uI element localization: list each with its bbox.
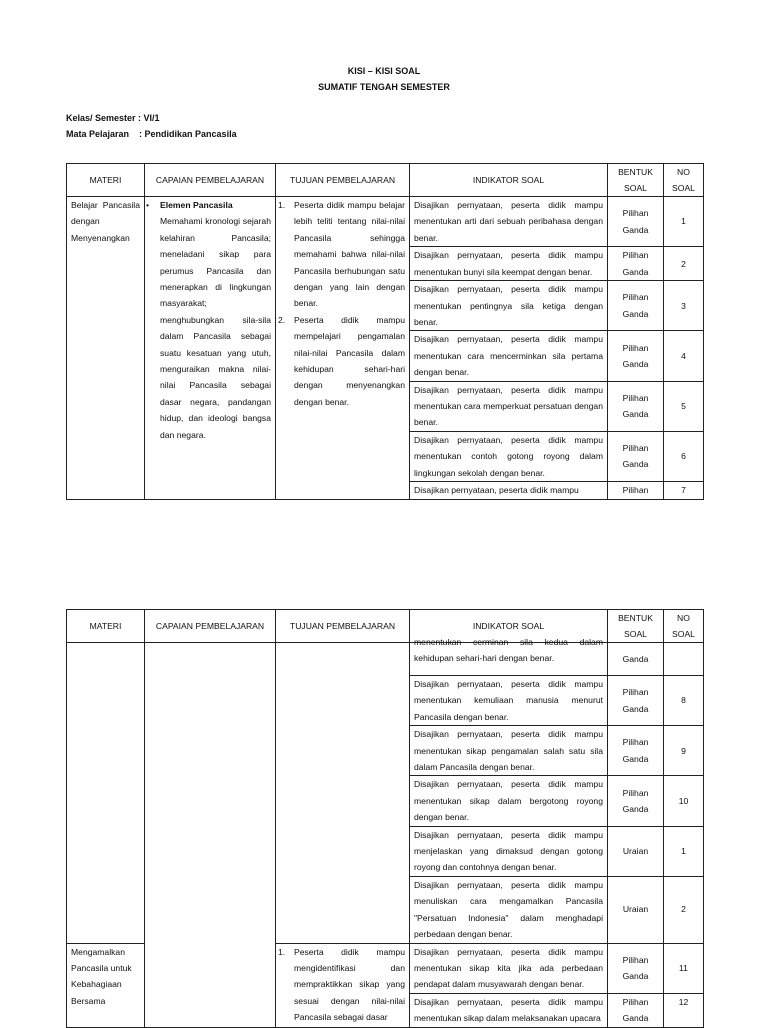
col-capaian: CAPAIAN PEMBELAJARAN xyxy=(145,610,276,643)
no-cell: 2 xyxy=(664,247,704,281)
tujuan-cell-empty xyxy=(276,643,410,944)
bentuk-cell: Pilihan Ganda xyxy=(608,993,664,1027)
no-cell: 1 xyxy=(664,197,704,247)
col-indikator: INDIKATOR SOAL xyxy=(410,610,608,643)
bentuk-cell: Pilihan Ganda xyxy=(608,381,664,431)
bentuk-cell: Pilihan Ganda xyxy=(608,776,664,826)
tujuan-item xyxy=(278,944,405,1026)
bentuk-cell: Pilihan Ganda xyxy=(608,726,664,776)
col-no: NO SOAL xyxy=(664,610,704,643)
kelas-semester: Kelas/ Semester : VI/1 xyxy=(66,113,160,123)
materi-cell: Mengamalkan Pancasila untuk Kebahagiaan Bersama xyxy=(67,943,145,1027)
capaian-cell xyxy=(145,197,276,500)
tujuan-item xyxy=(278,312,405,410)
col-tujuan: TUJUAN PEMBELAJARAN xyxy=(276,610,410,643)
col-capaian: CAPAIAN PEMBELAJARAN xyxy=(145,164,276,197)
tujuan-text: Peserta didik mampu belajar lebih teliti tentang nilai-nilai Pancasila sehingga memahami bahwa nilai-nilai Pancasila berhubungan satu dengan yang lain dengan benar. xyxy=(294,200,405,309)
indikator-cell: Disajikan pernyataan, peserta didik mampu menentukan cara memperkuat persatuan dengan benar. xyxy=(410,381,608,431)
indikator-cell: Disajikan pernyataan, peserta didik mampu menentukan sikap kita jika ada perbedaan pendapat dalam musyawarah dengan benar. xyxy=(410,943,608,993)
document-subtitle: SUMATIF TENGAH SEMESTER xyxy=(318,82,450,92)
tujuan-text: Peserta didik mampu mempelajari pengamalan nilai-nilai Pancasila dalam kehidupan sehari-hari dengan menyenangkan dengan benar. xyxy=(294,314,405,407)
tujuan-number: 2. xyxy=(278,314,286,325)
document-title: KISI – KISI SOAL xyxy=(347,66,421,76)
indikator-cell: Disajikan pernyataan, peserta didik mampu menentukan bunyi sila keempat dengan benar. xyxy=(410,247,608,281)
table-row xyxy=(67,643,704,676)
capaian-cell-empty xyxy=(145,643,276,1028)
table-row xyxy=(67,197,704,247)
tujuan-text: Peserta didik mampu mengidentifikasi dan mempraktikkan sikap yang sesuai dengan nilai-nilai Pancasila sebagai dasar xyxy=(294,946,405,1023)
no-cell: 5 xyxy=(664,381,704,431)
col-bentuk: BENTUK SOAL xyxy=(608,164,664,197)
no-cell: 7 xyxy=(664,482,704,499)
bullet-marker: • xyxy=(146,200,150,210)
tujuan-cell xyxy=(276,943,410,1027)
indikator-cell: Disajikan pernyataan, peserta didik mampu menentukan contoh gotong royong dalam lingkungan sekolah dengan benar. xyxy=(410,431,608,481)
no-cell: 10 xyxy=(664,776,704,826)
bentuk-cell: Ganda xyxy=(608,643,664,676)
col-no: NO SOAL xyxy=(664,164,704,197)
no-cell: 9 xyxy=(664,726,704,776)
col-materi: MATERI xyxy=(67,610,145,643)
col-bentuk: BENTUK SOAL xyxy=(608,610,664,643)
no-cell: 12 xyxy=(664,993,704,1027)
bentuk-cell: Pilihan Ganda xyxy=(608,943,664,993)
no-cell: 6 xyxy=(664,431,704,481)
no-cell: 1 xyxy=(664,826,704,876)
materi-cell: Belajar Pancasila dengan Menyenangkan xyxy=(67,197,145,500)
indikator-cell: Disajikan pernyataan, peserta didik mampu menentukan arti dari sebuah peribahasa dengan benar. xyxy=(410,197,608,247)
bentuk-cell: Pilihan Ganda xyxy=(608,197,664,247)
bentuk-cell: Pilihan Ganda xyxy=(608,676,664,726)
indikator-cell: Disajikan pernyataan, peserta didik mampu menentukan sikap pengamalan salah satu sila dalam Pancasila dengan benar. xyxy=(410,726,608,776)
bentuk-cell: Uraian xyxy=(608,826,664,876)
no-cell: 3 xyxy=(664,281,704,331)
indikator-cell: Disajikan pernyataan, peserta didik mampu menentukan pentingnya sila ketiga dengan benar. xyxy=(410,281,608,331)
bentuk-cell: Pilihan Ganda xyxy=(608,331,664,381)
indikator-cell: Disajikan pernyataan, peserta didik mampu menentukan sikap dalam bergotong royong dengan benar. xyxy=(410,776,608,826)
tujuan-number: 1. xyxy=(278,200,286,210)
indikator-cell: Disajikan pernyataan, peserta didik mampu menentukan cara mencerminkan sila pertama dengan benar. xyxy=(410,331,608,381)
materi-cell-empty xyxy=(67,643,145,944)
table-header-row xyxy=(67,610,704,643)
tujuan-number: 1. xyxy=(278,946,286,957)
kisi-table-page-2 xyxy=(66,609,704,1028)
col-materi: MATERI xyxy=(67,164,145,197)
no-cell xyxy=(664,643,704,676)
no-cell: 8 xyxy=(664,676,704,726)
capaian-text: Memahami kronologi sejarah kelahiran Pancasila; meneladani sikap para perumus Pancasila dan menerapkan di lingkungan masyarakat; menghubungkan sila-sila dalam Pancasila sebagai suatu kesatuan yang utuh, menguraikan makna nilai-nilai Pancasila sebagai dasar negara, pandangan hidup, dan ideologi bangsa dan negara. xyxy=(160,216,271,440)
no-cell: 11 xyxy=(664,943,704,993)
kisi-table-page-1 xyxy=(66,163,704,500)
indikator-cell: Disajikan pernyataan, peserta didik mampu menuliskan cara mengamalkan Pancasila "Persatuan Indonesia" dalam menghadapi perbedaan dengan benar. xyxy=(410,876,608,943)
indikator-cell: menentukan cerminan sila kedua dalam kehidupan sehari-hari dengan benar. xyxy=(410,643,608,676)
indikator-cell: Disajikan pernyataan, peserta didik mampu menjelaskan yang dimaksud dengan gotong royong dan contohnya dengan benar. xyxy=(410,826,608,876)
bentuk-cell: Pilihan Ganda xyxy=(608,247,664,281)
capaian-title: Elemen Pancasila xyxy=(160,200,233,210)
indikator-cell: Disajikan pernyataan, peserta didik mampu xyxy=(410,482,608,499)
table-header-row xyxy=(67,164,704,197)
tujuan-cell xyxy=(276,197,410,500)
bentuk-cell: Pilihan xyxy=(608,482,664,499)
indikator-cell: Disajikan pernyataan, peserta didik mampu menentukan kemuliaan manusia menurut Pancasila dengan benar. xyxy=(410,676,608,726)
bentuk-cell: Pilihan Ganda xyxy=(608,281,664,331)
no-cell: 4 xyxy=(664,331,704,381)
no-cell: 2 xyxy=(664,876,704,943)
bentuk-cell: Pilihan Ganda xyxy=(608,431,664,481)
col-tujuan: TUJUAN PEMBELAJARAN xyxy=(276,164,410,197)
mata-pelajaran: Mata Pelajaran : Pendidikan Pancasila xyxy=(66,129,237,139)
tujuan-item xyxy=(278,197,405,312)
col-indikator: INDIKATOR SOAL xyxy=(410,164,608,197)
indikator-cell: Disajikan pernyataan, peserta didik mampu menentukan sikap dalam melaksanakan upacara xyxy=(410,993,608,1027)
bentuk-cell: Uraian xyxy=(608,876,664,943)
